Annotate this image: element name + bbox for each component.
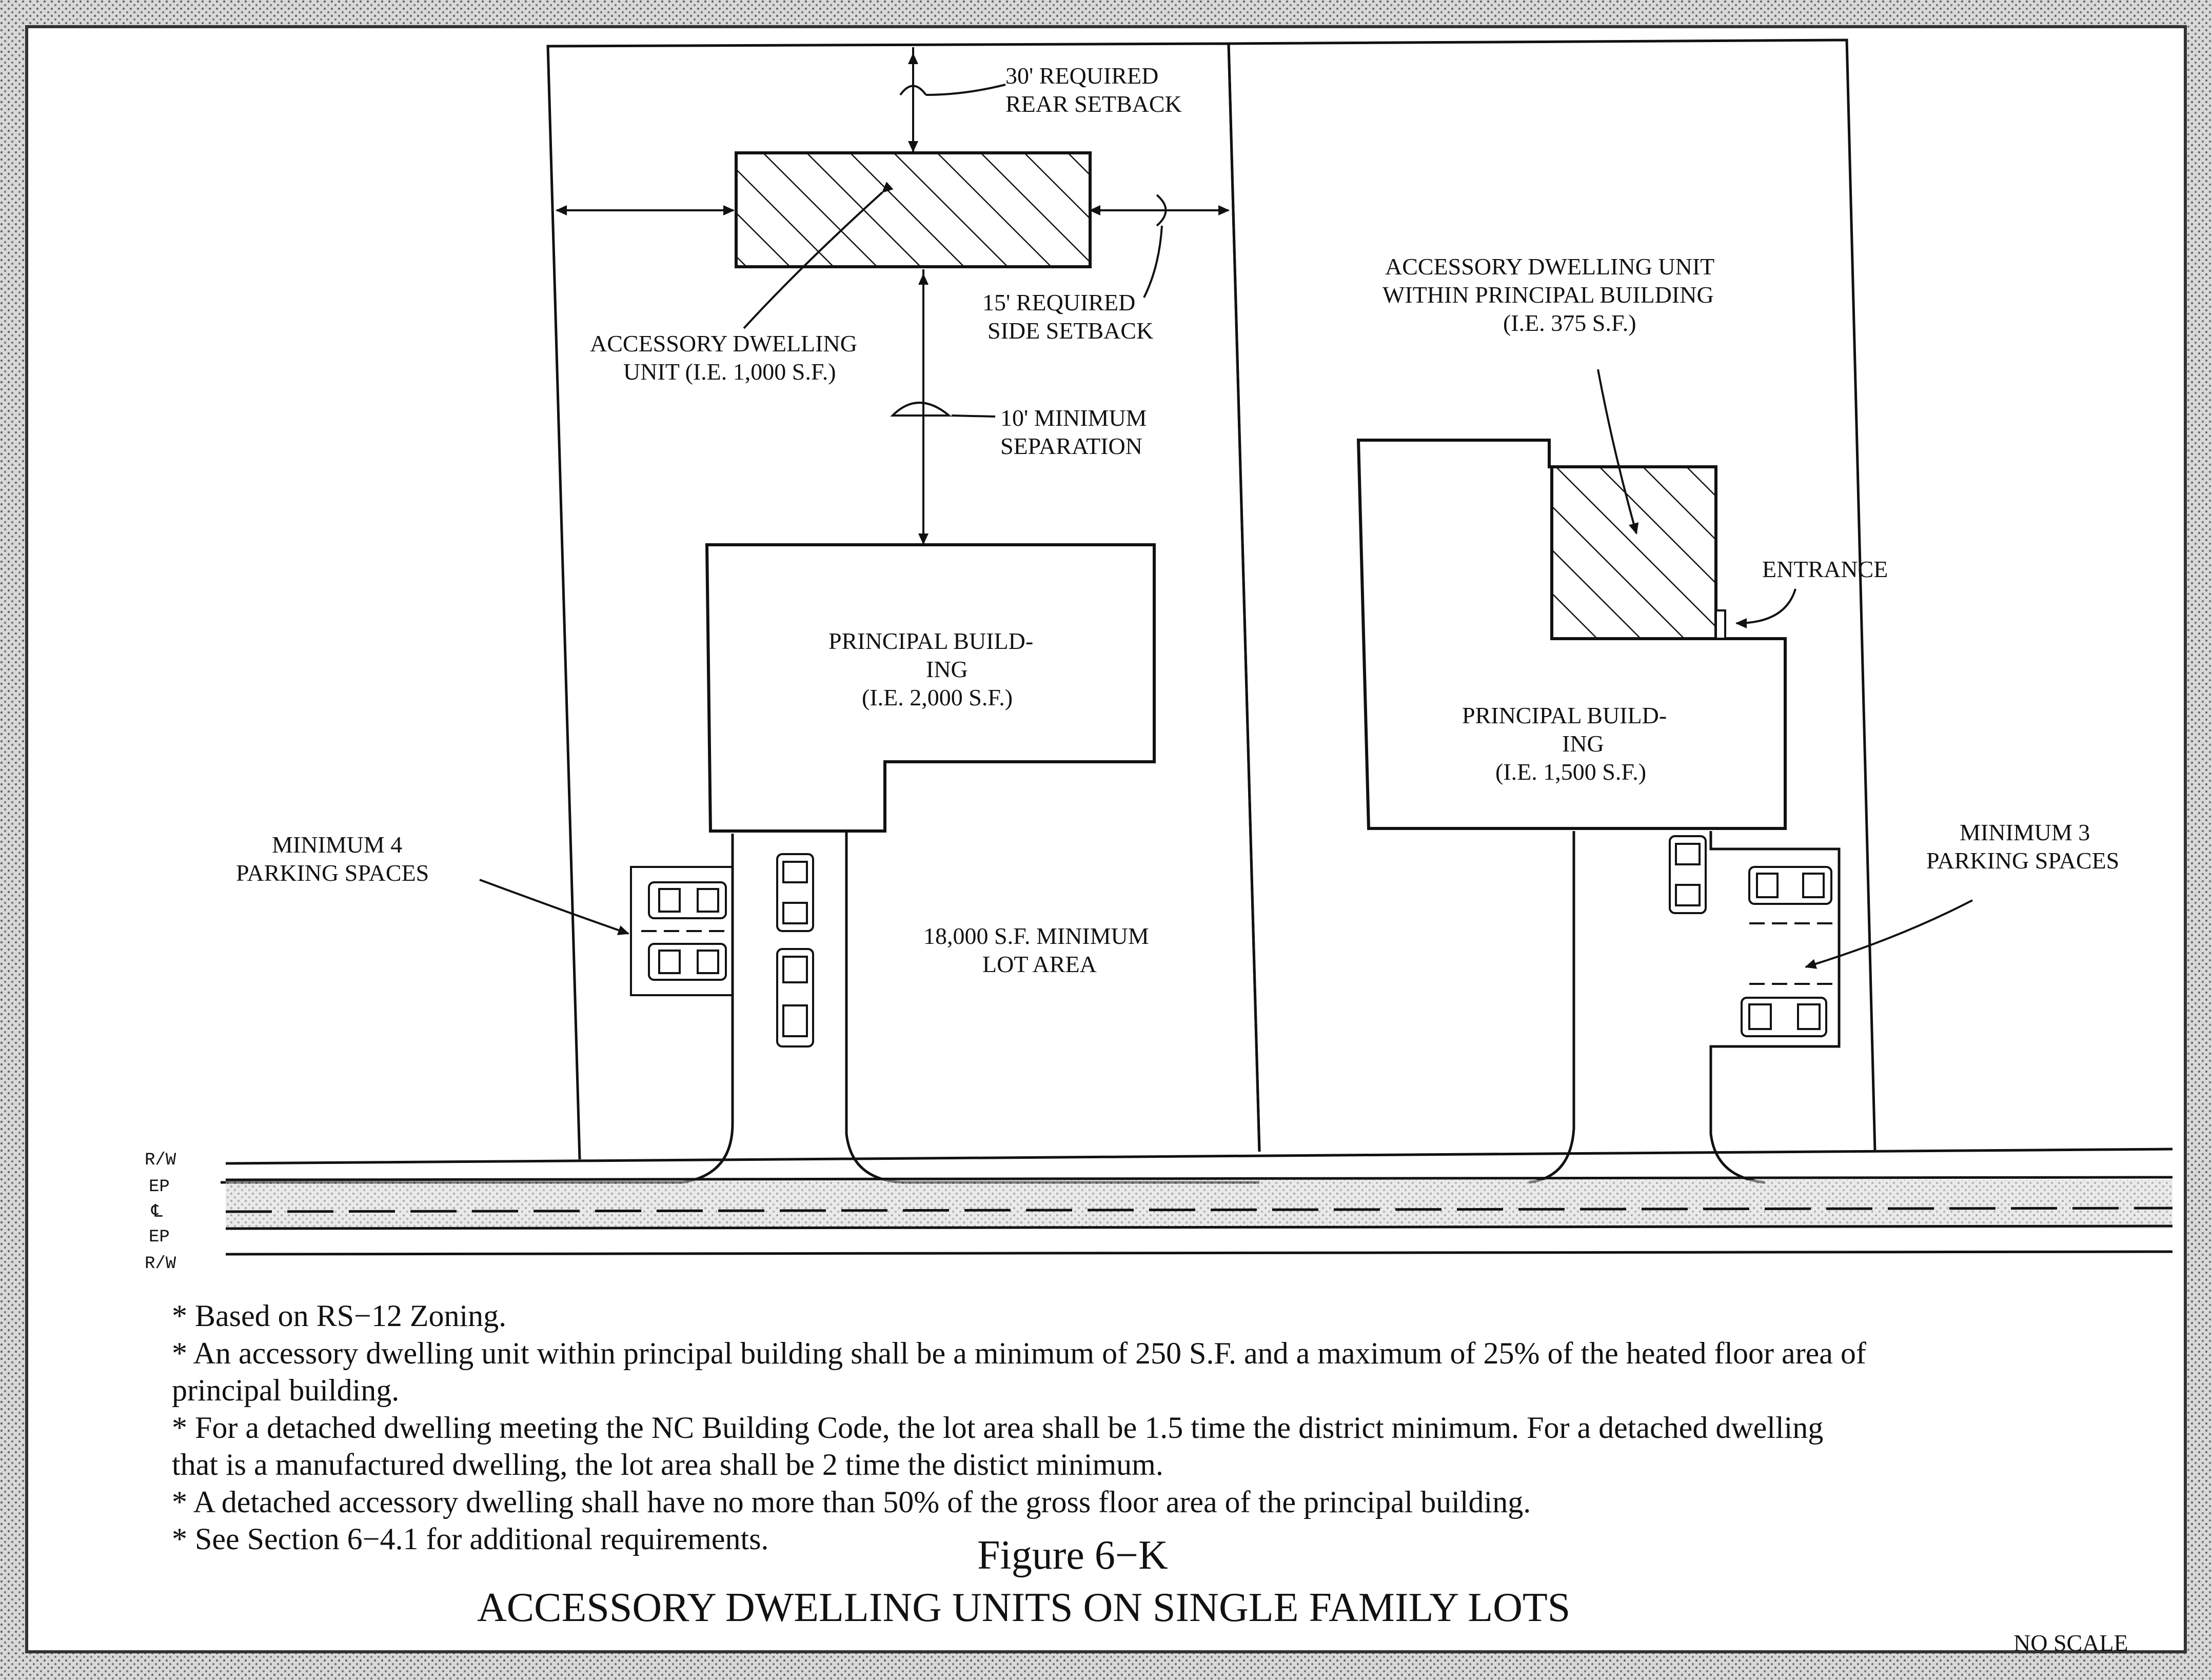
note-line-3: principal building. [172, 1373, 400, 1407]
parking-right-line1: MINIMUM 3 [1960, 819, 2090, 845]
pavement [226, 1180, 2172, 1229]
detached-adu-building [736, 153, 1090, 267]
road-label-rw-top: R/W [145, 1151, 176, 1170]
figure-title: ACCESSORY DWELLING UNITS ON SINGLE FAMILY LOTS [477, 1585, 1571, 1630]
principal-left-line2: ING [926, 656, 968, 682]
attached-adu-area [1552, 467, 1716, 639]
note-line-4: * For a detached dwelling meeting the NC Building Code, the lot area shall be 1.5 time the district minimum. For a detached dwelling [172, 1411, 1824, 1445]
figure-number: Figure 6−K [977, 1533, 1168, 1578]
side-setback-label-line1: 15' REQUIRED [982, 289, 1136, 315]
entrance-door [1716, 610, 1725, 639]
right-adu-label-line1: ACCESSORY DWELLING UNIT [1385, 253, 1715, 280]
principal-right-line2: ING [1562, 730, 1604, 757]
note-line-5: that is a manufactured dwelling, the lot area shall be 2 time the distict minimum. [172, 1448, 1163, 1481]
parking-left-line1: MINIMUM 4 [272, 832, 403, 858]
separation-label-line1: 10' MINIMUM [1000, 405, 1147, 431]
adu-label-line1: ACCESSORY DWELLING [590, 330, 857, 357]
right-adu-label-line2: WITHIN PRINCIPAL BUILDING [1382, 282, 1714, 308]
principal-left-line1: PRINCIPAL BUILD- [828, 628, 1034, 654]
note-line-6: * A detached accessory dwelling shall have no more than 50% of the gross floor area of the principal building. [172, 1485, 1531, 1519]
entrance-label: ENTRANCE [1762, 556, 1888, 582]
note-line-2: * An accessory dwelling unit within principal building shall be a minimum of 250 S.F. and a maximum of 25% of the heated floor area of [172, 1336, 1866, 1370]
road-label-centerline: ℄ [151, 1203, 163, 1222]
principal-right-line3: (I.E. 1,500 S.F.) [1495, 759, 1647, 785]
right-adu-label-line3: (I.E. 375 S.F.) [1503, 310, 1636, 336]
road-label-ep-bottom: EP [149, 1228, 170, 1247]
scale-note: NO SCALE [2013, 1630, 2128, 1656]
lot-area-line2: LOT AREA [982, 951, 1097, 977]
note-line-7: * See Section 6−4.1 for additional requirements. [172, 1522, 769, 1556]
side-setback-label-line2: SIDE SETBACK [988, 318, 1154, 344]
adu-label-line2: UNIT (I.E. 1,000 S.F.) [623, 359, 836, 385]
note-line-1: * Based on RS−12 Zoning. [172, 1299, 507, 1333]
principal-right-line1: PRINCIPAL BUILD- [1462, 702, 1667, 728]
parking-right-line2: PARKING SPACES [1926, 847, 2120, 874]
road-label-ep-top: EP [149, 1177, 170, 1197]
lot-area-line1: 18,000 S.F. MINIMUM [923, 923, 1149, 949]
separation-label-line2: SEPARATION [1000, 433, 1142, 459]
parking-left-line2: PARKING SPACES [236, 860, 429, 886]
principal-left-line3: (I.E. 2,000 S.F.) [862, 684, 1013, 710]
rear-setback-label-line2: REAR SETBACK [1005, 91, 1182, 117]
road-label-rw-bottom: R/W [145, 1254, 176, 1274]
rear-setback-label-line1: 30' REQUIRED [1005, 63, 1159, 89]
